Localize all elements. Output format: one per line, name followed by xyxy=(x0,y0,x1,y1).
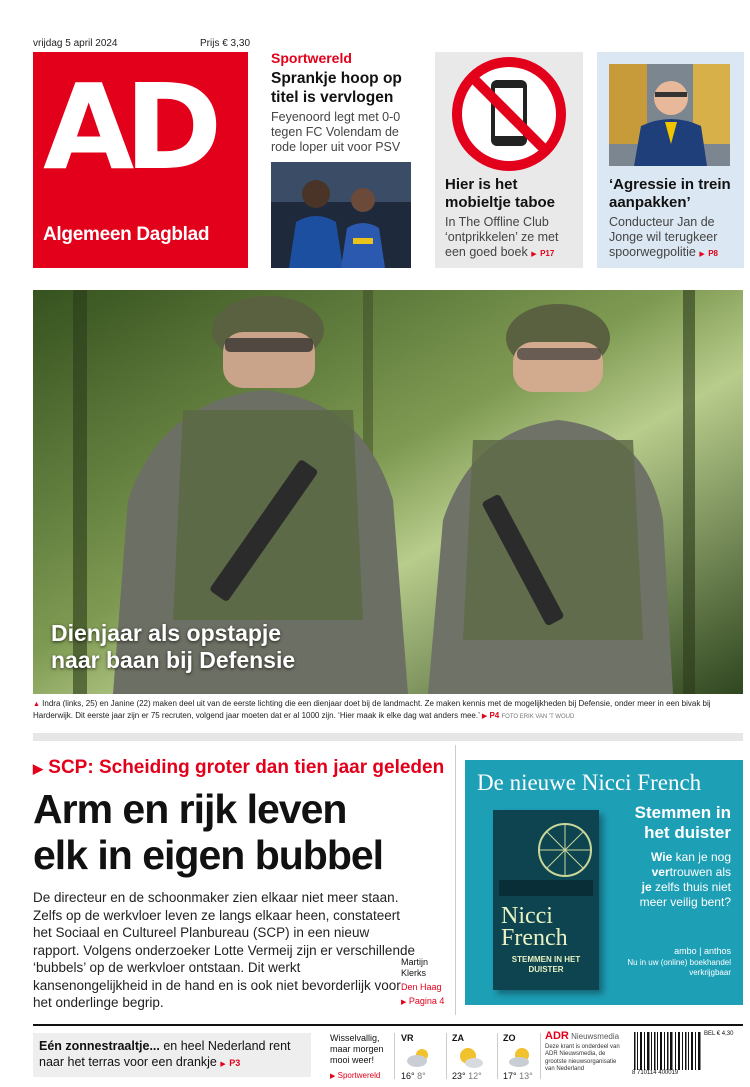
author-last-name: Klerks xyxy=(401,968,427,978)
weather-divider xyxy=(446,1033,447,1079)
forecast-high: 16° xyxy=(401,1071,415,1081)
forecast-low: 8° xyxy=(417,1071,426,1081)
story-kicker xyxy=(33,757,444,779)
forecast-high: 17° xyxy=(503,1071,517,1081)
book-advertisement[interactable] xyxy=(465,760,743,1005)
author-first-name: Martijn xyxy=(401,957,429,967)
teaser-subline xyxy=(445,215,580,262)
page-ref: P3 xyxy=(229,1058,241,1068)
teaser-subline: Feyenoord legt met 0-0 tegen FC Volendam de rode loper uit voor PSV xyxy=(271,110,401,154)
book-author: Nicci French xyxy=(501,903,568,951)
book-title: STEMMEN IN HET DUISTER xyxy=(511,955,581,974)
logo-letters: AD xyxy=(43,58,213,196)
football-photo-illustration xyxy=(271,162,411,268)
adr-logo xyxy=(545,1030,625,1042)
arrow-right-icon: ▶ xyxy=(33,761,43,776)
ferris-wheel-icon xyxy=(493,810,599,900)
main-headline-line-1: Dienjaar als opstapje xyxy=(51,620,282,646)
arrow-right-icon: ▶ xyxy=(699,251,705,258)
publisher-info xyxy=(545,1030,625,1074)
teaser-headline: ‘Agressie in trein aanpakken’ xyxy=(609,176,731,211)
story-headline-line-2: elk in eigen bubbel xyxy=(33,832,384,878)
weather-divider xyxy=(540,1033,541,1079)
ad-subtitle-line-2: het duister xyxy=(644,823,731,842)
forecast-low: 13° xyxy=(519,1071,533,1081)
ad-q-1: kan je nog xyxy=(672,850,731,864)
conductor-illustration xyxy=(609,64,730,166)
story-byline xyxy=(401,957,451,1008)
adr-logo-text: Nieuwsmedia xyxy=(568,1032,620,1041)
publisher-logo: ambo | anthos xyxy=(674,946,731,956)
teaser-terrace-bold: Eén zonnestraaltje... xyxy=(39,1039,160,1053)
arrow-right-icon: ▶ xyxy=(531,251,537,258)
ad-title: De nieuwe Nicci French xyxy=(477,770,702,795)
newspaper-logo[interactable] xyxy=(33,52,248,268)
forecast-day-label: VR xyxy=(401,1033,414,1043)
column-divider xyxy=(455,745,456,1015)
weather-link-text: Sportwereld xyxy=(337,1071,381,1080)
forecast-low: 12° xyxy=(468,1071,482,1081)
page-ref: P17 xyxy=(540,249,555,258)
story-headline[interactable] xyxy=(33,786,458,878)
arrow-right-icon: ▶ xyxy=(330,1073,336,1080)
edition-date: vrijdag 5 april 2024 xyxy=(33,38,118,49)
page-ref: P8 xyxy=(708,249,719,258)
ad-q-je: je xyxy=(641,880,652,894)
teaser-sport[interactable] xyxy=(271,50,421,155)
arrow-right-icon: ▶ xyxy=(401,999,407,1006)
story-headline-line-1: Arm en rijk leven xyxy=(33,786,347,832)
ad-availability: Nu in uw (online) boekhandel verkrijgbaar xyxy=(627,958,731,977)
ad-subtitle-line-1: Stemmen in xyxy=(634,803,731,822)
teaser-subline-text: In The Offline Club ‘ontprikkelen’ ze met een goed boek xyxy=(445,215,559,259)
teaser-kicker: Sportwereld xyxy=(271,50,352,66)
photo-credit: FOTO ERIK VAN 'T WOUD xyxy=(501,714,575,720)
edition-price: Prijs € 3,30 xyxy=(200,38,251,49)
dateline-city: Den Haag xyxy=(401,982,442,992)
forecast-day xyxy=(503,1033,549,1081)
forecast-high: 23° xyxy=(452,1071,466,1081)
forecast-temps xyxy=(401,1071,426,1081)
footer-rule xyxy=(33,1024,743,1026)
teaser-terrace[interactable] xyxy=(33,1033,311,1077)
ad-question xyxy=(611,850,731,910)
football-players-photo xyxy=(271,162,411,268)
main-photo-headline xyxy=(51,620,295,674)
teaser-terrace-text xyxy=(39,1038,305,1073)
ad-q-wie: Wie xyxy=(651,850,673,864)
conductor-photo xyxy=(609,64,730,166)
teaser-subline xyxy=(609,215,741,262)
ad-q-2: trouwen als xyxy=(669,865,731,879)
story-page-ref xyxy=(401,996,451,1008)
main-headline-line-2: naar baan bij Defensie xyxy=(51,647,296,673)
barcode-number: 8 710114 400019 xyxy=(632,1070,679,1076)
barcode-price: BEL € 4,30 xyxy=(704,1031,734,1037)
barcode xyxy=(630,1030,743,1080)
weather-text: Wisselvallig, maar morgen mooi weer! xyxy=(330,1033,384,1065)
teaser-offline-club[interactable] xyxy=(435,52,583,268)
weather-divider xyxy=(394,1033,395,1079)
teaser-headline: Hier is het mobieltje taboe xyxy=(445,176,556,211)
story-page-text: Pagina 4 xyxy=(408,996,445,1006)
logo-name: Algemeen Dagblad xyxy=(43,224,210,245)
forecast-day-label: ZA xyxy=(452,1033,464,1043)
teaser-subline-text: Conducteur Jan de Jonge wil terugkeer spoorwegpolitie xyxy=(609,215,718,259)
arrow-right-icon: ▶ xyxy=(481,713,488,720)
adr-logo-mark: ADR xyxy=(545,1030,569,1042)
cloud-sun-icon xyxy=(405,1046,433,1068)
no-phone-icon xyxy=(447,56,571,172)
forecast-day xyxy=(452,1033,498,1081)
forecast-day xyxy=(401,1033,447,1081)
ad-q-3: zelfs thuis niet meer veilig bent? xyxy=(639,880,731,909)
section-divider xyxy=(33,733,743,741)
weather-divider xyxy=(497,1033,498,1079)
teaser-terrace-rest: en heel Nederland rent naar het terras voor een drankje xyxy=(39,1039,291,1069)
story-body: De directeur en de schoonmaker zien elkaar niet meer staan. Zelfs op de werkvloer leven ze langs elkaar heen, constateert het Sociaal en Cultureel Planbureau (SCP) in een nieuw rapport. Volgens onderzoeker Lotte Vermeij zijn er verschillende ‘bubbels’ op de werkvloer ontstaan. Dit werkt kansenongelijkheid in de hand en is ook niet bevorderlijk voor het onderlinge begrip. xyxy=(33,890,415,1010)
forecast-day-label: ZO xyxy=(503,1033,516,1043)
adr-text: Deze krant is onderdeel van ADR Nieuwsmedia, de grootste nieuwsorganisatie van Nederland xyxy=(545,1043,620,1072)
arrow-right-icon: ▶ xyxy=(220,1061,226,1068)
story-kicker-text: SCP: Scheiding groter dan tien jaar geleden xyxy=(48,757,445,778)
teaser-headline: Sprankje hoop op titel is vervlogen xyxy=(271,70,402,106)
weather-summary xyxy=(330,1033,390,1082)
page-ref: P4 xyxy=(489,711,500,720)
book-cover xyxy=(493,810,599,990)
forecast-temps xyxy=(503,1071,533,1081)
caption-text: Indra (links, 25) en Janine (22) maken deel uit van de eerste lichting die een dienjaar doet bij de landmacht. Ze maken kennis met de mogelijkheden bij Defensie, onder meer in een bivak bij Harderwijk. Dit eerste jaar zijn er 75 recruten, volgend jaar moeten dat er al 1000 zijn. ‘Hier maak ik elke dag wat anders mee.’ xyxy=(33,699,711,720)
sun-cloud-icon xyxy=(456,1046,484,1068)
photo-caption xyxy=(33,698,745,723)
forecast-temps xyxy=(452,1071,482,1081)
ad-q-ver: ver xyxy=(651,865,670,879)
cloud-sun-icon xyxy=(507,1046,535,1068)
teaser-train-conductor[interactable] xyxy=(597,52,744,268)
ad-subtitle xyxy=(635,803,731,843)
weather-link xyxy=(330,1070,390,1082)
main-photo-soldiers[interactable] xyxy=(33,290,743,694)
triangle-icon: ▲ xyxy=(33,701,40,708)
